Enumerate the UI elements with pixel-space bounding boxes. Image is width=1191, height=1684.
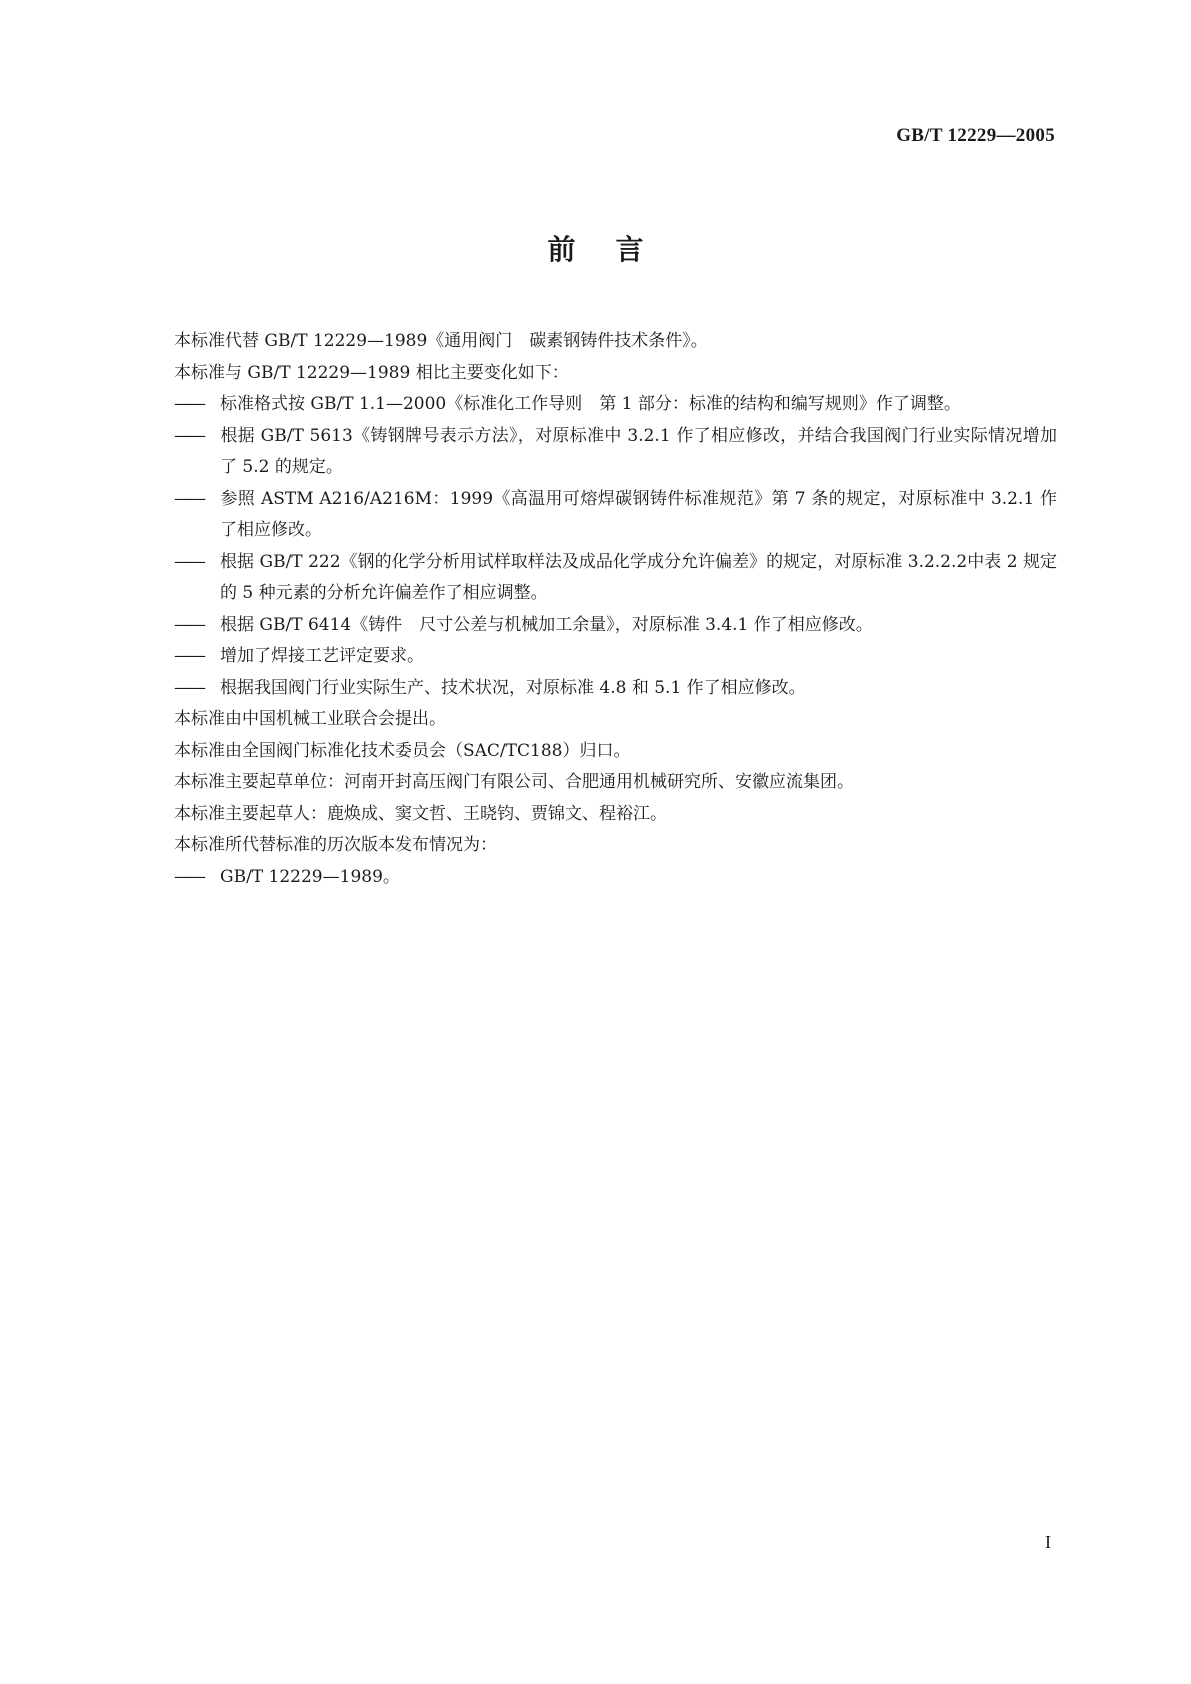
change-item <box>174 673 1057 705</box>
page-number: I <box>1045 1532 1051 1552</box>
change-item-text: 根据 GB/T 6414《铸件 尺寸公差与机械加工余量》，对原标准 3.4.1 作了相应修改。 <box>220 614 873 635</box>
change-item-text: 根据 GB/T 5613《铸钢牌号表示方法》，对原标准中 3.2.1 作了相应修改，并结合我国阀门行业实际情况增加了 5.2 的规定。 <box>220 425 1057 477</box>
change-item <box>174 547 1057 610</box>
dash-marker: —— <box>174 677 204 698</box>
dash-marker: —— <box>174 488 204 509</box>
change-item-text: 根据 GB/T 222《钢的化学分析用试样取样法及成品化学成分允许偏差》的规定，对原标准 3.2.2.2中表 2 规定的 5 种元素的分析允许偏差作了相应调整。 <box>220 551 1057 603</box>
change-item-text: 增加了焊接工艺评定要求。 <box>220 646 424 666</box>
previous-version-item <box>174 862 1057 894</box>
dash-marker: —— <box>174 551 204 572</box>
paragraph-drafters: 本标准主要起草人：鹿焕成、窦文哲、王晓钧、贾锦文、程裕江。 <box>174 803 667 824</box>
dash-marker: —— <box>174 394 204 414</box>
dash-marker: —— <box>174 866 204 887</box>
dash-marker: —— <box>174 614 204 635</box>
foreword-body <box>174 326 1057 893</box>
paragraph-drafting-units: 本标准主要起草单位：河南开封高压阀门有限公司、合肥通用机械研究所、安徽应流集团。 <box>174 772 854 792</box>
change-item <box>174 421 1057 484</box>
paragraph-previous-versions: 本标准所代替标准的历次版本发布情况为： <box>174 835 497 855</box>
paragraph-replaces: 本标准代替 GB/T 12229—1989《通用阀门 碳素钢铸件技术条件》。 <box>174 331 708 351</box>
change-item <box>174 484 1057 547</box>
change-item-text: 根据我国阀门行业实际生产、技术状况，对原标准 4.8 和 5.1 作了相应修改。 <box>220 677 806 698</box>
page-title: 前言 <box>547 233 684 266</box>
previous-version-text: GB/T 12229—1989。 <box>220 866 400 887</box>
dash-marker: —— <box>174 425 204 446</box>
standard-code: GB/T 12229—2005 <box>896 125 1055 146</box>
change-item-text: 参照 ASTM A216/A216M：1999《高温用可熔焊碳钢铸件标准规范》第 7 条的规定，对原标准中 3.2.1 作了相应修改。 <box>220 488 1057 540</box>
paragraph-proposed-by: 本标准由中国机械工业联合会提出。 <box>174 709 446 729</box>
change-item <box>174 389 1057 421</box>
dash-marker: —— <box>174 646 204 666</box>
change-item <box>174 610 1057 642</box>
change-item <box>174 641 1057 673</box>
paragraph-administered-by: 本标准由全国阀门标准化技术委员会（SAC/TC188）归口。 <box>174 740 631 761</box>
change-item-text: 标准格式按 GB/T 1.1—2000《标准化工作导则 第 1 部分：标准的结构和编写规则》作了调整。 <box>220 394 961 414</box>
paragraph-changes-intro: 本标准与 GB/T 12229—1989 相比主要变化如下： <box>174 362 569 383</box>
